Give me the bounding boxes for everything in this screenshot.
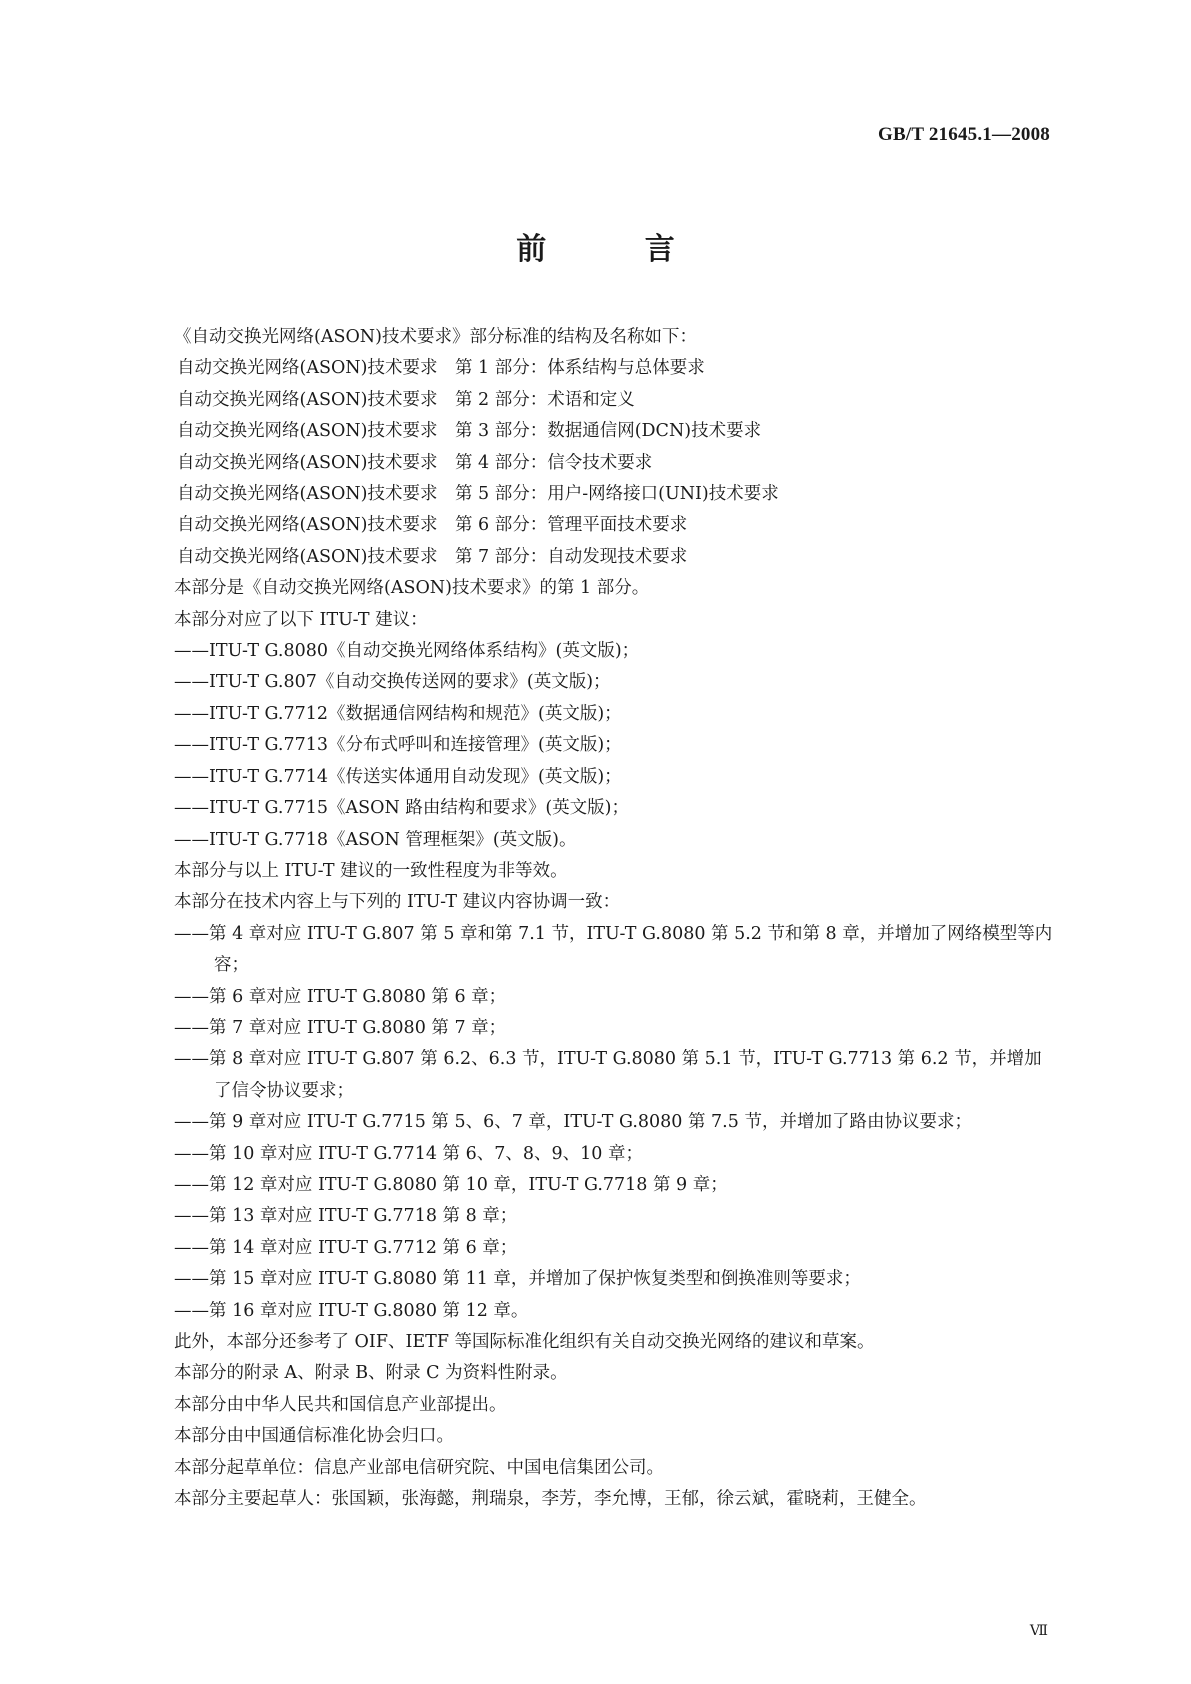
coordination-item: ——第 7 章对应 ITU-T G.8080 第 7 章； xyxy=(174,1017,507,1038)
parts-intro: 《自动交换光网络(ASON)技术要求》部分标准的结构及名称如下： xyxy=(174,327,697,347)
consistency-statement: 本部分与以上 ITU-T 建议的一致性程度为非等效。 xyxy=(174,860,568,881)
part-item: 自动交换光网络(ASON)技术要求 第 5 部分：用户-网络接口(UNI)技术要求 xyxy=(177,484,779,505)
closing-paragraph: 本部分由中国通信标准化协会归口。 xyxy=(174,1426,454,1447)
recommendation-item: ——ITU-T G.7714《传送实体通用自动发现》(英文版)； xyxy=(174,766,622,787)
document-number: GB/T 21645.1—2008 xyxy=(878,124,1050,145)
recommendation-item: ——ITU-T G.7712《数据通信网结构和规范》(英文版)； xyxy=(174,703,622,724)
recommendation-item: ——ITU-T G.7718《ASON 管理框架》(英文版)。 xyxy=(174,829,577,850)
part-item: 自动交换光网络(ASON)技术要求 第 7 部分：自动发现技术要求 xyxy=(177,546,688,567)
recommendation-item: ——ITU-T G.8080《自动交换光网络体系结构》(英文版)； xyxy=(174,641,640,662)
page-number: Ⅶ xyxy=(1029,1624,1049,1639)
coordination-item: ——第 14 章对应 ITU-T G.7712 第 6 章； xyxy=(174,1237,518,1258)
coordination-item: ——第 13 章对应 ITU-T G.7718 第 8 章； xyxy=(174,1206,518,1227)
coordination-item: ——第 15 章对应 ITU-T G.8080 第 11 章，并增加了保护恢复类型和倒换准则等要求； xyxy=(174,1269,861,1290)
recommendation-item: ——ITU-T G.807《自动交换传送网的要求》(英文版)； xyxy=(174,672,611,693)
coordination-item: ——第 9 章对应 ITU-T G.7715 第 5、6、7 章，ITU-T G.8080 第 7.5 节，并增加了路由协议要求； xyxy=(174,1112,972,1133)
page-title: 前 言 xyxy=(516,232,719,267)
part-item: 自动交换光网络(ASON)技术要求 第 6 部分：管理平面技术要求 xyxy=(177,515,688,536)
coordination-item: ——第 16 章对应 ITU-T G.8080 第 12 章。 xyxy=(174,1300,529,1321)
part-item: 自动交换光网络(ASON)技术要求 第 2 部分：术语和定义 xyxy=(177,389,635,410)
closing-paragraph: 此外，本部分还参考了 OIF、IETF 等国际标准化组织有关自动交换光网络的建议和草案。 xyxy=(174,1332,875,1352)
recommendation-item: ——ITU-T G.7715《ASON 路由结构和要求》(英文版)； xyxy=(174,798,630,819)
coordination-item: ——第 4 章对应 ITU-T G.807 第 5 章和第 7.1 节，ITU-T G.8080 第 5.2 节和第 8 章，并增加了网络模型等内容； xyxy=(174,923,1053,976)
part-item: 自动交换光网络(ASON)技术要求 第 3 部分：数据通信网(DCN)技术要求 xyxy=(177,421,762,442)
recommendation-item: ——ITU-T G.7713《分布式呼叫和连接管理》(英文版)； xyxy=(174,735,622,756)
closing-paragraph: 本部分由中华人民共和国信息产业部提出。 xyxy=(174,1394,507,1415)
correspond-intro: 本部分对应了以下 ITU-T 建议： xyxy=(174,609,428,630)
part-item: 自动交换光网络(ASON)技术要求 第 1 部分：体系结构与总体要求 xyxy=(177,358,705,379)
closing-paragraph: 本部分的附录 A、附录 B、附录 C 为资料性附录。 xyxy=(174,1363,568,1384)
coordination-item: ——第 12 章对应 ITU-T G.8080 第 10 章，ITU-T G.7718 第 9 章； xyxy=(174,1174,728,1195)
closing-paragraph: 本部分主要起草人：张国颖，张海懿，荆瑞泉，李芳，李允博，王郁，徐云斌，霍晓莉，王健全。 xyxy=(174,1489,927,1510)
coordination-item: ——第 8 章对应 ITU-T G.807 第 6.2、6.3 节，ITU-T G.8080 第 5.1 节，ITU-T G.7713 第 6.2 节，并增加了信令协议要求； xyxy=(174,1049,1042,1101)
part-item: 自动交换光网络(ASON)技术要求 第 4 部分：信令技术要求 xyxy=(177,452,653,473)
coordination-item: ——第 6 章对应 ITU-T G.8080 第 6 章； xyxy=(174,986,507,1007)
foreword-body xyxy=(174,322,1054,1515)
closing-paragraph: 本部分起草单位：信息产业部电信研究院、中国电信集团公司。 xyxy=(174,1457,664,1478)
coordination-intro: 本部分在技术内容上与下列的 ITU-T 建议内容协调一致： xyxy=(174,892,621,913)
part-statement: 本部分是《自动交换光网络(ASON)技术要求》的第 1 部分。 xyxy=(174,578,650,599)
coordination-item: ——第 10 章对应 ITU-T G.7714 第 6、7、8、9、10 章； xyxy=(174,1143,643,1164)
